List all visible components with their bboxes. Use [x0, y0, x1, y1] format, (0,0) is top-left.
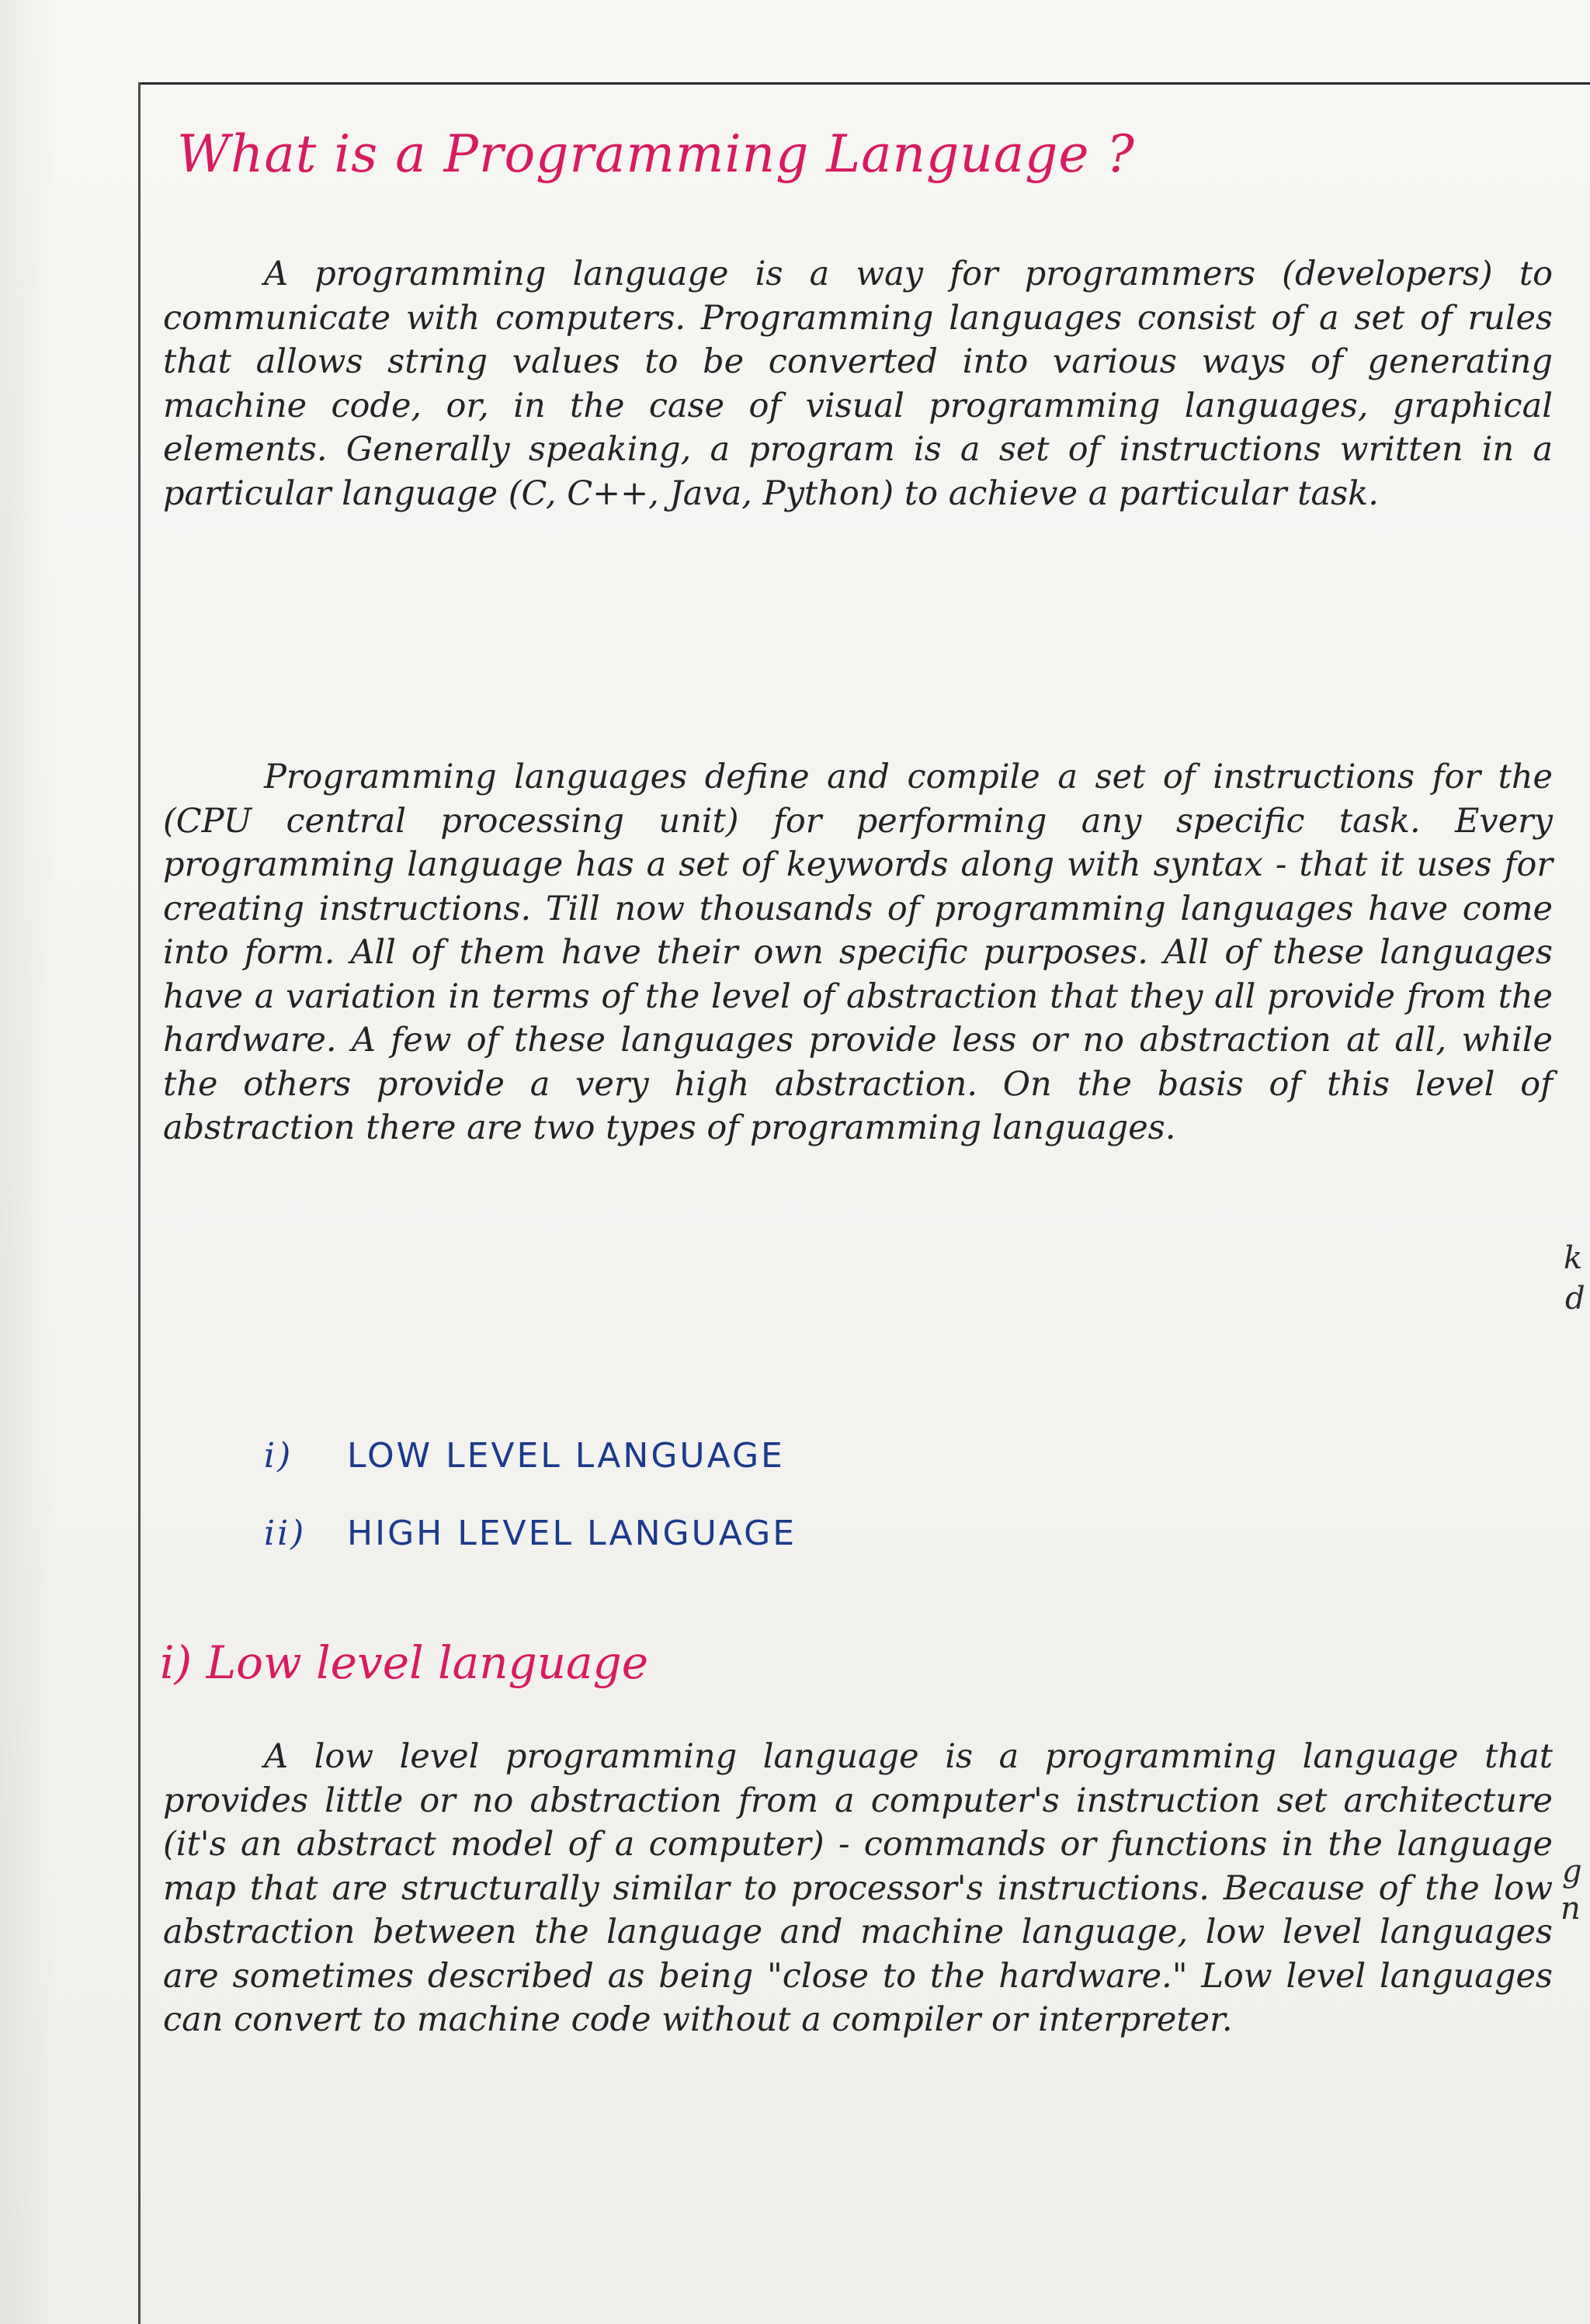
top-margin-line [138, 82, 1590, 85]
language-types-list [264, 1417, 797, 1573]
list-item-label: LOW LEVEL LANGUAGE [347, 1436, 785, 1476]
intro-paragraph: A programming language is a way for programmers (developers) to communicate with computers. Programming languages consist of a set of rules that allows string values to be converted into various ways of generating machine code, or, in the case of visual programming languages, graphical elements. Generally speaking, a program is a set of instructions written in a particular language (C, C++, Java, Python) to achieve a particular task. [163, 255, 1553, 513]
list-item-number: i) [264, 1436, 293, 1476]
section-heading: i) Low level language [160, 1636, 649, 1689]
left-margin-line [138, 82, 141, 2324]
page-title: What is a Programming Language ? [177, 124, 1135, 184]
list-item [264, 1417, 797, 1495]
abstraction-paragraph: Programming languages define and compile a set of instructions for the (CPU central processing unit) for performing any specific task. Every programming language has a set of keywords along with syntax - that it uses for creating instructions. Till now thousands of programming languages have come into form. All of them have their own specific purposes. All of these languages have a variation in terms of the level of abstraction that they all provide from the hardware. A few of these languages provide less or no abstraction at all, while the others provide a very high abstraction. On the basis of this level of abstraction there are two types of programming languages. [163, 758, 1553, 1147]
low-level-paragraph: A low level programming language is a programming language that provides little or no abstraction from a computer's instruction set architecture (it's an abstract model of a computer) - commands or functions in the language map that are structurally similar to processor's instructions. Because of the low abstraction between the language and machine language, low level languages are sometimes described as being "close to the hardware." Low level languages can convert to machine code without a compiler or interpreter. [163, 1737, 1553, 2039]
list-item-number: ii) [264, 1514, 307, 1553]
stray-mark: n [1560, 1891, 1581, 1927]
stray-mark: d [1565, 1281, 1585, 1316]
list-item [264, 1495, 797, 1573]
page-shadow [0, 0, 54, 2324]
stray-mark: k [1564, 1240, 1583, 1276]
list-item-label: HIGH LEVEL LANGUAGE [347, 1514, 797, 1553]
stray-mark: g [1562, 1854, 1582, 1889]
